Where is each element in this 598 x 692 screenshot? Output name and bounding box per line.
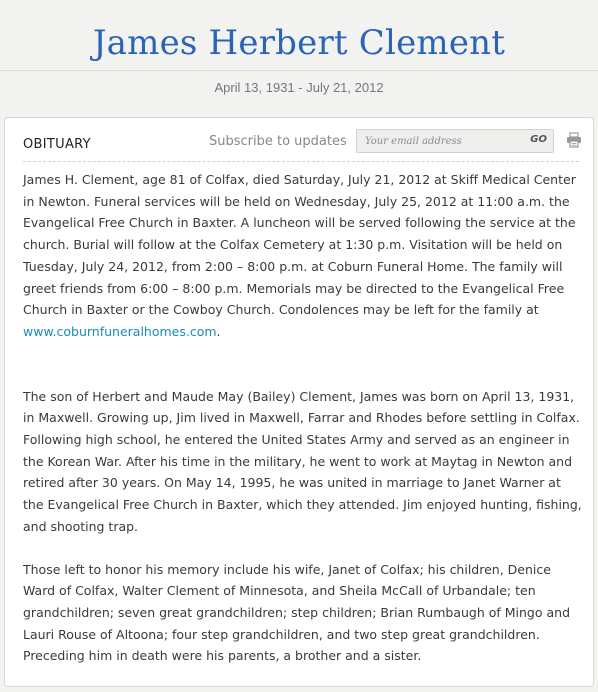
page-header (0, 0, 598, 71)
section-title: OBITUARY (23, 137, 91, 152)
email-subscribe-field (356, 129, 554, 153)
printer-icon[interactable] (566, 132, 582, 148)
subscribe-label: Subscribe to updates (209, 134, 347, 149)
deceased-name: James Herbert Clement (92, 23, 506, 63)
go-button[interactable]: GO (530, 134, 547, 145)
paragraph-1-text: James H. Clement, age 81 of Colfax, died Saturday, July 21, 2012 at Skiff Medical Center in Newton. Funeral services will be held on Wednesday, July 25, 2012 at 11:00 a.m. the Evangelical Free Church in Baxter. A luncheon will be served following the service at the church. Burial will follow at the Colfax Cemetery at 1:30 p.m. Visitation will be held on Tuesday, July 24, 2012, from 2:00 – 8:00 p.m. at Coburn Funeral Home. The family will greet friends from 6:00 – 8:00 p.m. Memorials may be directed to the Evangelical Free Church in Baxter or the Cowboy Church. Condolences may be left for the family at (23, 172, 576, 318)
funeral-home-link[interactable]: www.coburnfuneralhomes.com (23, 323, 217, 339)
obituary-paragraph-2: The son of Herbert and Maude May (Bailey) Clement, James was born on April 13, 1931, in Maxwell. Growing up, Jim lived in Maxwell, Farrar and Rhodes before settling in Colfax. Following high school, he entered the United States Army and served as an engineer in the Korean War. After his time in the military, he went to work at Maytag in Newton and retired after 30 years. On May 14, 1995, he was united in marriage to Janet Warner at the Evangelical Free Church in Baxter, which they attended. Jim enjoyed hunting, fishing, and shooting trap. (23, 388, 582, 534)
obituary-paragraph-3: Those left to honor his memory include his wife, Janet of Colfax; his children, Denice Ward of Colfax, Walter Clement of Minnesota, and Sheila McCall of Urbandale; ten grandchildren; seven great grandchildren; step children; Brian Rumbaugh of Mingo and Lauri Rouse of Altoona; four step grandchildren, and two step great grandchildren. Preceding him in death were his parents, a brother and a sister. (23, 561, 571, 664)
obituary-card (4, 117, 594, 687)
obituary-paragraph-1 (23, 169, 583, 343)
email-input[interactable] (365, 133, 515, 149)
obituary-body (23, 169, 583, 667)
life-dates: April 13, 1931 - July 21, 2012 (214, 80, 384, 95)
header-divider (23, 161, 579, 162)
paragraph-1-end: . (216, 323, 221, 339)
